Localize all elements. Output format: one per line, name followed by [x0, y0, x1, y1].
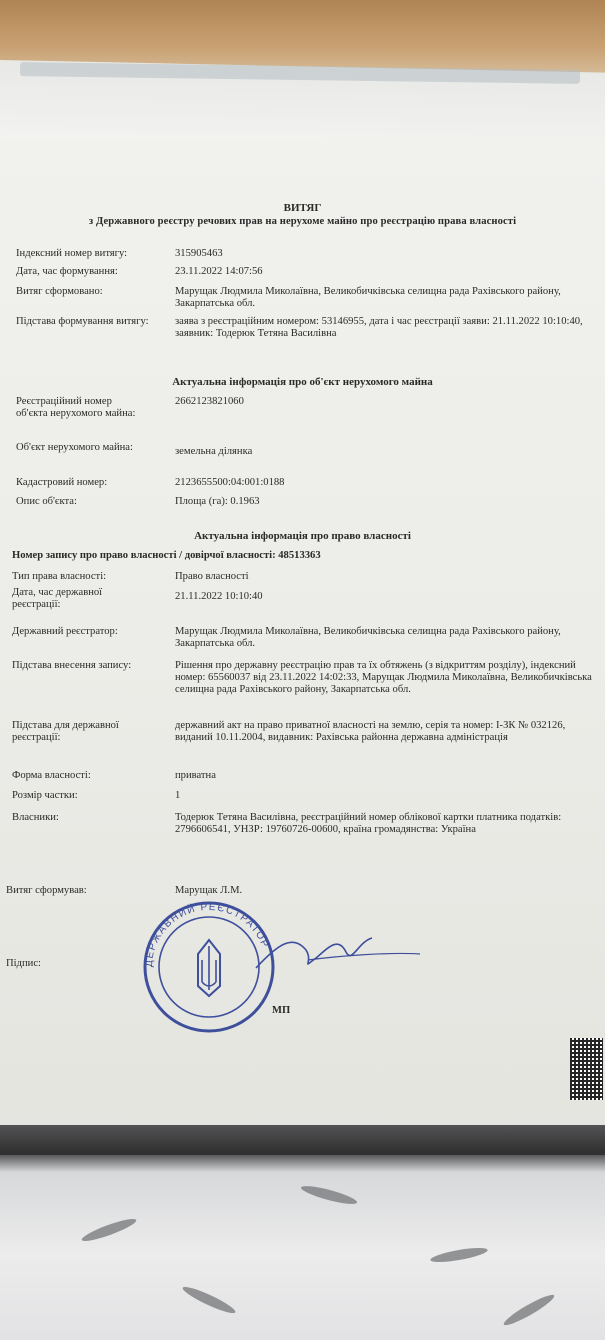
right-value: 1 [175, 790, 181, 801]
header-value: Марущак Людмила Миколаївна, Великобичківська селищна рада Рахівського району, Закарпатська обл. [175, 286, 561, 309]
header-label: Індексний номер витягу: [16, 248, 128, 259]
object-value: 2123655500:04:001:0188 [175, 477, 285, 488]
object-label: Кадастровий номер: [16, 477, 108, 488]
formed-by-value: Марущак Л.М. [175, 885, 243, 896]
object-section-title: Актуальна інформація про об'єкт нерухомого майна [172, 376, 433, 388]
header-value: заява з реєстраційним номером: 53146955, дата і час реєстрації заяви: 21.11.2022 10:10:40, заявник: Тодерюк Тетяна Василівна [175, 316, 583, 339]
right-value: державний акт на право приватної власності на землю, серія та номер: І-ЗК № 032126, виданий 10.11.2004, видавник: Рахівська районна державна адміністрація [175, 720, 566, 743]
sleeve-fold [0, 1125, 605, 1155]
right-value: Рішення про державну реєстрацію прав та їх обтяжень (з відкриттям розділу), індексний номер: 65560037 від 23.11.2022 14:02:33, Марущак Людмила Миколаївна, Великобичківська селищна рада Рахівського району, Закарпатська обл. [175, 660, 592, 695]
right-value: приватна [175, 770, 216, 781]
object-label: Опис об'єкта: [16, 496, 77, 507]
right-label: Власники: [12, 812, 59, 823]
right-value: Право власності [175, 571, 249, 582]
right-label: Підстава для державної реєстрації: [12, 720, 119, 743]
right-label: Розмір частки: [12, 790, 78, 801]
object-label: Реєстраційний номер об'єкта нерухомого майна: [16, 396, 136, 419]
header-label: Підстава формування витягу: [16, 316, 149, 327]
header-value: 23.11.2022 14:07:56 [175, 266, 263, 277]
right-label: Державний реєстратор: [12, 626, 118, 637]
object-value: 2662123821060 [175, 396, 244, 407]
right-value: Тодерюк Тетяна Василівна, реєстраційний номер облікової картки платника податків: 2796606541, УНЗР: 19760726-00600, країна громадянства: Україна [175, 812, 562, 835]
formed-by-label: Витяг сформував: [6, 885, 87, 896]
header-value: 315905463 [175, 248, 223, 259]
right-value: 21.11.2022 10:10:40 [175, 591, 263, 602]
object-value: Площа (га): 0.1963 [175, 496, 260, 507]
svg-text:ДЕРЖАВНИЙ РЕЄСТРАТОР [144, 902, 271, 968]
official-stamp-icon [140, 898, 278, 1036]
right-value: Марущак Людмила Миколаївна, Великобичківська селищна рада Рахівського району, Закарпатська обл. [175, 626, 561, 649]
right-label: Форма власності: [12, 770, 91, 781]
header-label: Дата, час формування: [16, 266, 118, 277]
document-page [0, 140, 605, 1150]
record-number: Номер запису про право власності / довірчої власності: 48513363 [12, 550, 321, 561]
sign-label: Підпис: [6, 958, 41, 969]
right-label: Тип права власності: [12, 571, 107, 582]
document-title: ВИТЯГ [283, 202, 322, 214]
object-label: Об'єкт нерухомого майна: [16, 442, 133, 453]
right-label: Підстава внесення запису: [12, 660, 132, 671]
mp-mark: МП [272, 1005, 291, 1016]
object-value: земельна ділянка [175, 446, 253, 457]
document-subtitle: з Державного реєстру речових прав на нерухоме майно про реєстрацію права власності [88, 216, 517, 227]
stamp-ring-text: ДЕРЖАВНИЙ РЕЄСТРАТОР [143, 901, 271, 968]
header-label: Витяг сформовано: [16, 286, 103, 297]
right-label: Дата, час державної реєстрації: [12, 587, 103, 610]
right-section-title: Актуальна інформація про право власності [194, 530, 411, 542]
qr-code-icon [570, 1038, 603, 1100]
